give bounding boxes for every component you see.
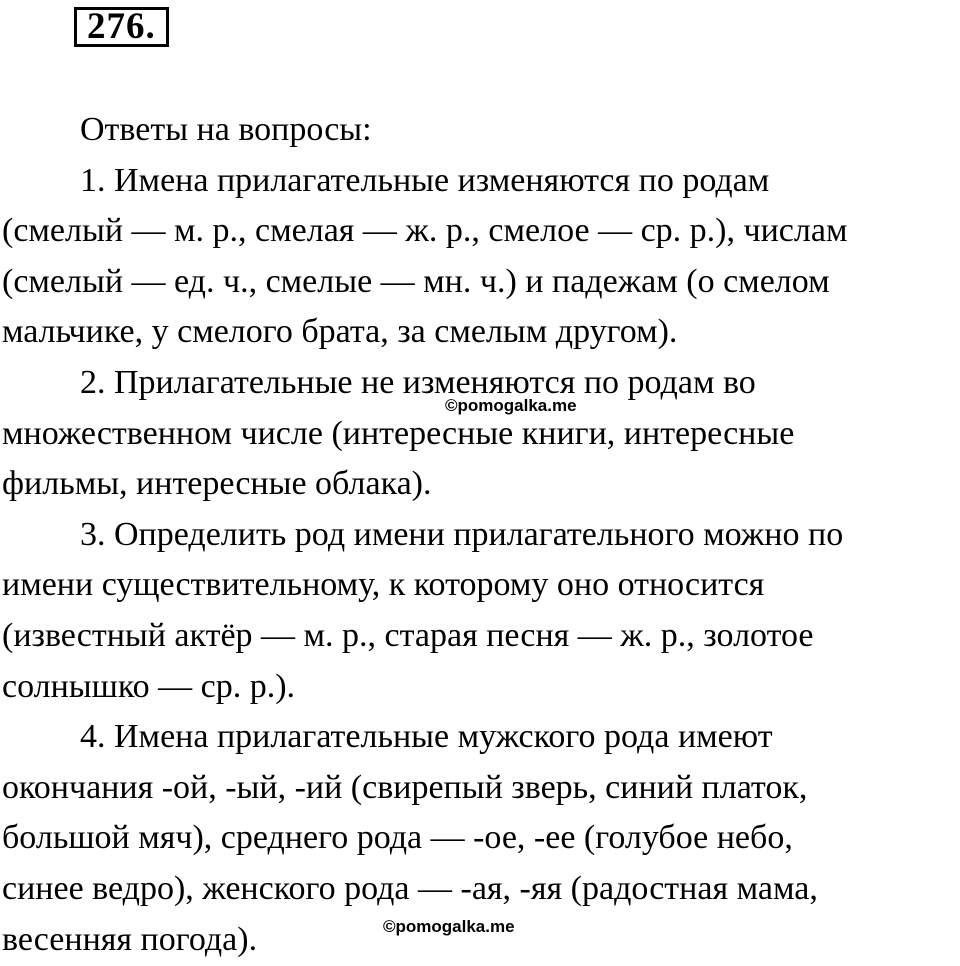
- answer-2-line-3: фильмы, интересные облака).: [2, 465, 432, 503]
- answer-2-line-1: 2. Прилагательные не изменяются по родам во: [80, 363, 756, 401]
- answer-1-line-2: (смелый — м. р., смелая — ж. р., смелое — ср. р.), числам: [2, 212, 848, 250]
- answer-3: [2, 510, 957, 712]
- answer-1: [2, 156, 957, 358]
- answer-3-line-4: солнышко — ср. р.).: [2, 667, 296, 705]
- answer-3-line-1: 3. Определить род имени прилагательного можно по: [80, 515, 844, 553]
- answer-4-line-5: весенняя погода).: [2, 920, 258, 958]
- answer-4-line-3: большой мяч), среднего рода — -ое, -ее (голубое небо,: [2, 819, 793, 857]
- answer-4-line-1: 4. Имена прилагательные мужского рода имеют: [80, 718, 773, 756]
- answer-3-line-2: имени существительному, к которому оно относится: [2, 566, 765, 604]
- answer-1-line-3: (смелый — ед. ч., смелые — мн. ч.) и падежам (о смелом: [2, 262, 830, 300]
- answer-2: [2, 358, 957, 510]
- answer-2-line-2: множественном числе (интересные книги, интересные: [2, 414, 795, 452]
- task-number: 276.: [74, 7, 169, 47]
- answer-1-line-1: 1. Имена прилагательные изменяются по родам: [80, 161, 770, 199]
- watermark-text: ©pomogalka.me: [445, 396, 577, 415]
- watermark-text: ©pomogalka.me: [383, 917, 515, 936]
- answer-4-line-2: окончания -ой, -ый, -ий (свирепый зверь, синий платок,: [2, 768, 808, 806]
- answer-4-line-4: синее ведро), женского рода — -ая, -яя (радостная мама,: [2, 869, 818, 907]
- answers-block: [2, 105, 957, 965]
- answers-heading: Ответы на вопросы:: [80, 111, 372, 148]
- answer-3-line-3: (известный актёр — м. р., старая песня — ж. р., золотое: [2, 616, 814, 654]
- answer-1-line-4: мальчике, у смелого брата, за смелым другом).: [2, 313, 678, 351]
